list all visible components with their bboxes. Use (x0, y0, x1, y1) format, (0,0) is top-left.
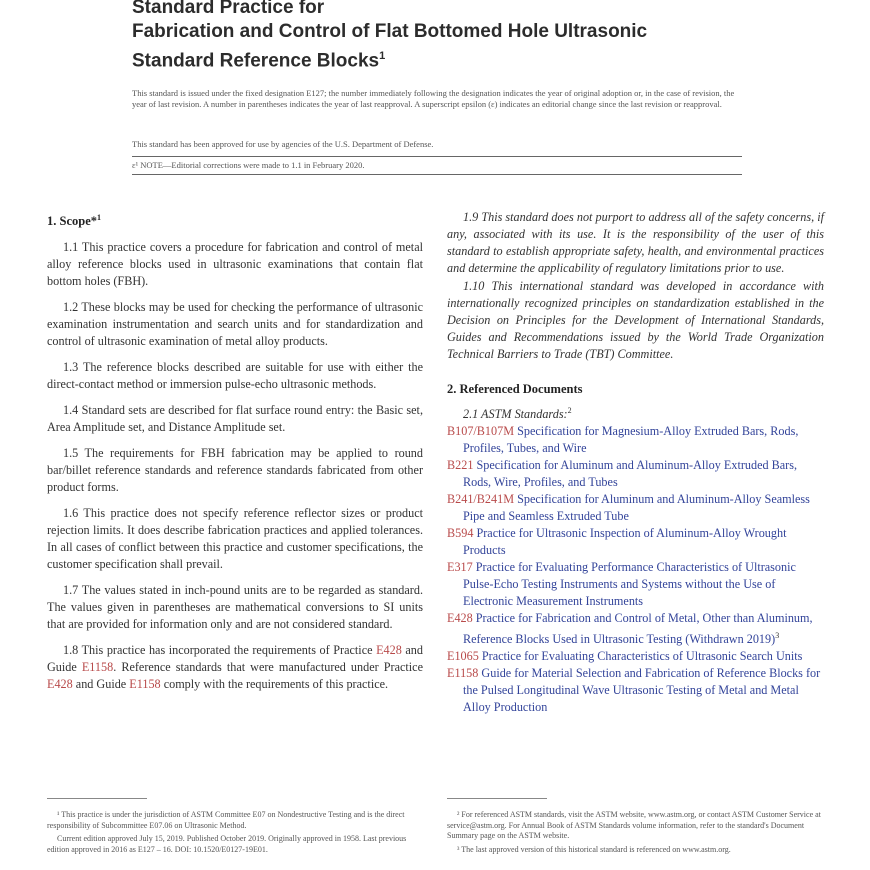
reference-title-link[interactable]: Specification for Magnesium-Alloy Extruded Bars, Rods, Profiles, Tubes, and Wire (463, 424, 799, 456)
ref-link-e1158-2[interactable]: E1158 (129, 677, 161, 692)
para-1-8-text-b: and Guide (47, 643, 423, 675)
para-1-3: 1.3 The reference blocks described are suitable for use with either the direct-contact method or immersion pulse-echo ultrasonic methods. (47, 360, 423, 392)
para-1-10: 1.10 This international standard was developed in accordance with internationally recognized principles on standardization established in the Decision on Principles for the Development of International Standards, Guides and Recommendations issued by the World Trade Organization Technical Barriers to Trade (TBT) Committee. (447, 279, 824, 361)
reference-code-link[interactable]: E1158 (447, 666, 479, 681)
reference-item (447, 648, 824, 665)
reference-footnote-mark: 3 (775, 631, 780, 641)
title-line-1: Standard Practice for (132, 0, 325, 18)
referenced-documents-heading: 2. Referenced Documents (447, 382, 583, 396)
para-1-9: 1.9 This standard does not purport to address all of the safety concerns, if any, associated with its use. It is the responsibility of the user of this standard to establish appropriate safety, health, and environmental practices and determine the applicability of regulatory limitations prior to use. (447, 210, 824, 275)
astm-standards-text: 2.1 ASTM Standards: (463, 407, 568, 422)
ref-link-e1158[interactable]: E1158 (81, 660, 114, 675)
reference-code-link[interactable]: B594 (447, 526, 474, 541)
reference-title-link[interactable]: Guide for Material Selection and Fabrication of Reference Blocks for the Pulsed Longitudinal Wave Ultrasonic Testing of Metal and Metal Alloy Production (463, 666, 821, 715)
reference-title-link[interactable]: Practice for Evaluating Performance Characteristics of Ultrasonic Pulse-Echo Testing Instruments and Systems without the Use of Electronic Measurement Instruments (463, 560, 796, 609)
para-1-8-text-a: 1.8 This practice has incorporated the requirements of Practice (63, 643, 377, 658)
reference-title-link[interactable]: Practice for Ultrasonic Inspection of Aluminum-Alloy Wrought Products (463, 526, 787, 558)
header-divider (132, 156, 742, 157)
para-1-8-text-c: . Reference standards that were manufactured under Practice (113, 660, 423, 675)
scope-footnote-mark: 1 (97, 213, 101, 222)
footnote-divider-left (47, 798, 147, 799)
para-1-6: 1.6 This practice does not specify reference reflector sizes or product rejection limits. It does describe fabrication practices and applied tolerances. In all cases of conflict between this practice and customer specifications, the customer specification shall prevail. (47, 506, 423, 572)
reference-code-link[interactable]: E428 (447, 611, 473, 626)
para-1-8-text-d: and Guide (72, 677, 130, 692)
para-1-7: 1.7 The values stated in inch-pound units are to be regarded as standard. The values given in parentheses are mathematical conversions to SI units that are provided for information only and are not considered standard. (47, 583, 423, 632)
reference-item (447, 610, 824, 648)
reference-title-link[interactable]: Practice for Fabrication and Control of Metal, Other than Aluminum, Reference Blocks Used in Ultrasonic Testing (Withdrawn 2019) (463, 611, 813, 647)
title-line-2: Fabrication and Control of Flat Bottomed Hole Ultrasonic (132, 21, 648, 42)
reference-list (447, 423, 824, 716)
reference-item (447, 457, 824, 491)
designation-note: This standard is issued under the fixed designation E127; the number immediately following the designation indicates the year of original adoption or, in the case of revision, the year of last revision. A number in parentheses indicates the year of last reapproval. A superscript epsilon (ε) indicates an editorial change since the last revision or reapproval. (132, 88, 735, 109)
title-footnote-mark: 1 (379, 50, 386, 62)
title-line-3 (132, 44, 647, 73)
para-1-1: 1.1 This practice covers a procedure for fabrication and control of metal alloy reference blocks used in ultrasonic examinations that contain flat bottom holes (FBH). (47, 240, 423, 289)
footnote-3: ³ The last approved version of this historical standard is referenced on www.astm.org. (457, 844, 731, 854)
para-1-5: 1.5 The requirements for FBH fabrication may be applied to round bar/billet reference standards and reference standards fabricated from other product forms. (47, 446, 423, 495)
para-1-8 (47, 642, 423, 693)
footnote-1: ¹ This practice is under the jurisdiction of ASTM Committee E07 on Nondestructive Testing and is the direct responsibility of Subcommittee E07.06 on Ultrasonic Method. (47, 810, 405, 830)
document-title (132, 0, 647, 73)
para-1-2: 1.2 These blocks may be used for checking the performance of ultrasonic examination instrumentation and search units and for standardization and control of ultrasonic examination of metal alloy products. (47, 300, 423, 349)
reference-code-link[interactable]: B107/B107M (447, 424, 515, 439)
ref-link-e428[interactable]: E428 (376, 643, 402, 658)
title-line-3-text: Standard Reference Blocks (132, 50, 380, 72)
reference-title-link[interactable]: Specification for Aluminum and Aluminum-Alloy Seamless Pipe and Seamless Extruded Tube (463, 492, 810, 524)
scope-heading (47, 209, 423, 230)
footnote-1-edition: Current edition approved July 15, 2019. Published October 2019. Originally approved in 1958. Last previous edition approved in 2016 as E127 – 16. DOI: 10.1520/E0127-19E01. (47, 834, 407, 854)
reference-item (447, 423, 824, 457)
reference-code-link[interactable]: E317 (447, 560, 473, 575)
astm-standards-label (447, 402, 824, 423)
editorial-note: ε¹ NOTE—Editorial corrections were made to 1.1 in February 2020. (132, 160, 365, 170)
reference-title-link[interactable]: Practice for Evaluating Characteristics of Ultrasonic Search Units (481, 649, 803, 664)
reference-code-link[interactable]: E1065 (447, 649, 479, 664)
reference-title-link[interactable]: Specification for Aluminum and Aluminum-Alloy Extruded Bars, Rods, Wire, Profiles, and Tubes (463, 458, 798, 490)
footnotes-right (447, 810, 824, 855)
para-1-8-text-e: comply with the requirements of this practice. (160, 677, 389, 692)
footnote-2: ² For referenced ASTM standards, visit the ASTM website, www.astm.org, or contact ASTM Customer Service at service@astm.org. For Annual Book of ASTM Standards volume information, refer to the standard's Document Summary page on the ASTM website. (447, 810, 821, 840)
footnote-divider-right (447, 798, 547, 799)
right-column (447, 209, 824, 716)
reference-item (447, 491, 824, 525)
reference-item (447, 559, 824, 610)
footnotes-left (47, 810, 423, 855)
reference-code-link[interactable]: B241/B241M (447, 492, 515, 507)
astm-footnote-mark: 2 (567, 406, 572, 415)
para-1-4: 1.4 Standard sets are described for flat surface round entry: the Basic set, Area Amplitude set, and Distance Amplitude set. (47, 403, 423, 435)
scope-heading-text: 1. Scope* (47, 214, 97, 229)
ref-link-e428-2[interactable]: E428 (47, 677, 73, 692)
reference-code-link[interactable]: B221 (447, 458, 474, 473)
header-divider-bottom (132, 174, 742, 175)
reference-item (447, 665, 824, 716)
reference-item (447, 525, 824, 559)
dod-note: This standard has been approved for use by agencies of the U.S. Department of Defense. (132, 139, 434, 149)
left-column (47, 209, 423, 693)
